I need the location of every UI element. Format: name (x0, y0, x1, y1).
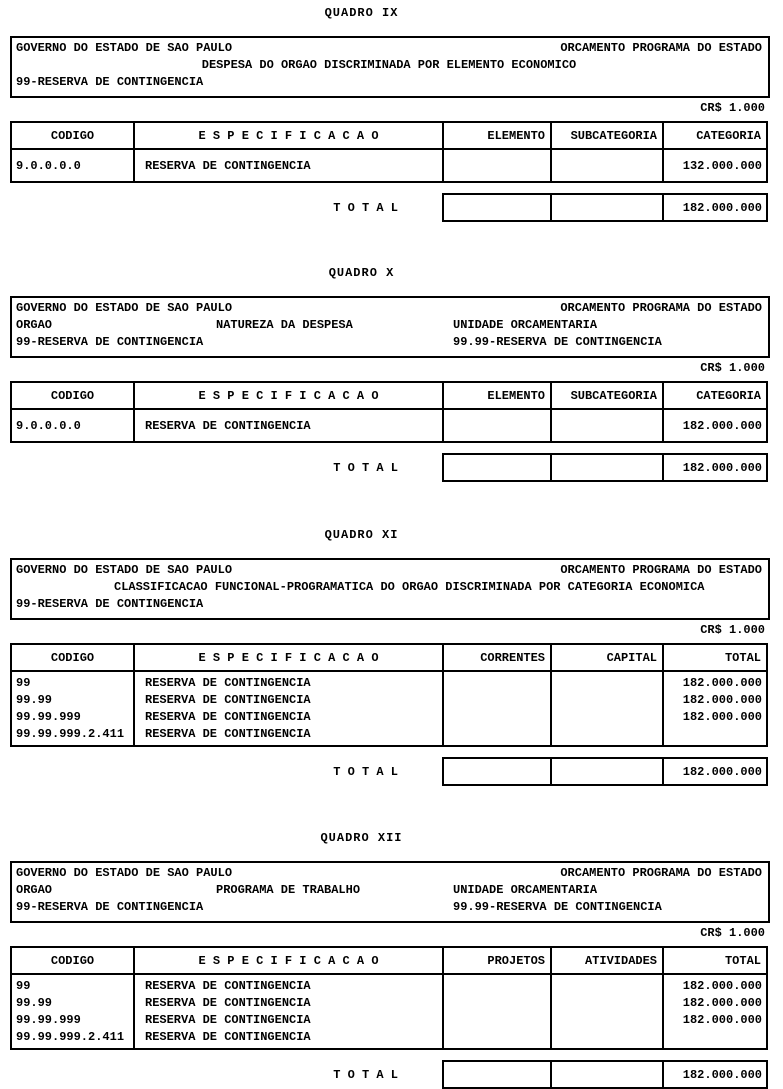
cell-elemento (442, 150, 550, 181)
report-name: ORCAMENTO PROGRAMA DO ESTADO (560, 866, 762, 880)
report-name: ORCAMENTO PROGRAMA DO ESTADO (560, 563, 762, 577)
cell-especificacao (133, 975, 442, 1048)
cell-subcategoria (550, 410, 662, 441)
orgao-label: ORGAO (16, 318, 53, 332)
report-subtitle: CLASSIFICACAO FUNCIONAL-PROGRAMATICA DO ORGAO DISCRIMINADA POR CATEGORIA ECONOMICA (114, 580, 705, 594)
quadro-title: QUADRO XII (320, 831, 403, 845)
quadro-title: QUADRO IX (324, 6, 399, 20)
quadro-xi-section (0, 528, 783, 786)
total-subcategoria (550, 455, 662, 480)
total-line: 182.000.000 (682, 979, 762, 993)
total-line (664, 1029, 766, 1046)
total-correntes (444, 759, 550, 784)
unit-code-label: 99.99-RESERVA DE CONTINGENCIA (453, 335, 662, 349)
table-row (12, 410, 766, 441)
government-name: GOVERNO DO ESTADO DE SAO PAULO (16, 301, 233, 315)
cell-total (662, 975, 766, 1048)
natureza-despesa-label: NATUREZA DA DESPESA (216, 318, 353, 332)
codigo-line: 99.99.999.2.411 (16, 727, 125, 741)
total-elemento (444, 195, 550, 220)
column-header-codigo: CODIGO (50, 128, 95, 143)
total-atividades (550, 1062, 662, 1087)
total-label: T O T A L (333, 1067, 398, 1082)
column-header-total: TOTAL (662, 645, 766, 670)
column-header-codigo: CODIGO (50, 388, 95, 403)
cell-categoria: 182.000.000 (662, 410, 766, 441)
total-box (442, 453, 768, 482)
total-row (10, 1060, 768, 1089)
organ-code-label: 99-RESERVA DE CONTINGENCIA (16, 900, 204, 914)
cell-especificacao: RESERVA DE CONTINGENCIA (133, 150, 442, 181)
cell-projetos (442, 975, 550, 1048)
column-header-codigo: CODIGO (50, 953, 95, 968)
budget-table (10, 381, 768, 443)
especificacao-line: RESERVA DE CONTINGENCIA (145, 996, 311, 1010)
total-value: 182.000.000 (662, 455, 766, 480)
column-header-especificacao: E S P E C I F I C A C A O (133, 948, 442, 973)
quadro-ix-section (0, 6, 783, 222)
total-capital (550, 759, 662, 784)
unidade-orcamentaria-label: UNIDADE ORCAMENTARIA (453, 318, 598, 332)
total-row (10, 453, 768, 482)
unidade-orcamentaria-label: UNIDADE ORCAMENTARIA (453, 883, 598, 897)
cell-codigo: 9.0.0.0.0 (16, 158, 81, 173)
cell-elemento (442, 410, 550, 441)
codigo-line: 99.99.999 (16, 1013, 81, 1027)
table-header-row (12, 948, 766, 975)
total-label: T O T A L (333, 764, 398, 779)
orgao-label: ORGAO (16, 883, 53, 897)
column-header-correntes: CORRENTES (442, 645, 550, 670)
report-header-box (10, 36, 770, 98)
codigo-line: 99 (16, 979, 31, 993)
column-header-categoria: CATEGORIA (662, 383, 766, 408)
cell-subcategoria (550, 150, 662, 181)
report-name: ORCAMENTO PROGRAMA DO ESTADO (560, 41, 762, 55)
total-label: T O T A L (333, 200, 398, 215)
especificacao-line: RESERVA DE CONTINGENCIA (145, 693, 311, 707)
table-header-row (12, 123, 766, 150)
currency-note: CR$ 1.000 (700, 361, 765, 375)
total-line (664, 726, 766, 743)
especificacao-line: RESERVA DE CONTINGENCIA (145, 676, 311, 690)
organ-code-label: 99-RESERVA DE CONTINGENCIA (16, 335, 204, 349)
cell-capital (550, 672, 662, 745)
especificacao-line: RESERVA DE CONTINGENCIA (145, 710, 311, 724)
especificacao-line: RESERVA DE CONTINGENCIA (145, 1030, 311, 1044)
currency-note: CR$ 1.000 (700, 926, 765, 940)
column-header-subcategoria: SUBCATEGORIA (550, 383, 662, 408)
cell-especificacao (133, 672, 442, 745)
column-header-categoria: CATEGORIA (662, 123, 766, 148)
table-row (12, 150, 766, 181)
table-row-block (12, 975, 766, 1048)
cell-correntes (442, 672, 550, 745)
quadro-xii-section (0, 831, 783, 1089)
unit-code-label: 99.99-RESERVA DE CONTINGENCIA (453, 900, 662, 914)
cell-total (662, 672, 766, 745)
column-header-subcategoria: SUBCATEGORIA (550, 123, 662, 148)
total-line: 182.000.000 (682, 710, 762, 724)
cell-codigo: 9.0.0.0.0 (16, 418, 81, 433)
total-row (10, 193, 768, 222)
government-name: GOVERNO DO ESTADO DE SAO PAULO (16, 563, 233, 577)
column-header-elemento: ELEMENTO (442, 383, 550, 408)
codigo-line: 99.99 (16, 693, 53, 707)
column-header-especificacao: E S P E C I F I C A C A O (133, 645, 442, 670)
total-elemento (444, 455, 550, 480)
codigo-line: 99 (16, 676, 31, 690)
especificacao-line: RESERVA DE CONTINGENCIA (145, 727, 311, 741)
report-name: ORCAMENTO PROGRAMA DO ESTADO (560, 301, 762, 315)
currency-note: CR$ 1.000 (700, 623, 765, 637)
total-box (442, 193, 768, 222)
budget-table (10, 946, 768, 1050)
currency-note: CR$ 1.000 (700, 101, 765, 115)
column-header-especificacao: E S P E C I F I C A C A O (133, 123, 442, 148)
total-line: 182.000.000 (682, 693, 762, 707)
total-value: 182.000.000 (662, 195, 766, 220)
codigo-line: 99.99.999 (16, 710, 81, 724)
quadro-title: QUADRO X (328, 266, 395, 280)
report-header-box (10, 558, 770, 620)
especificacao-line: RESERVA DE CONTINGENCIA (145, 979, 311, 993)
total-line: 182.000.000 (682, 996, 762, 1010)
organ-code-label: 99-RESERVA DE CONTINGENCIA (16, 75, 204, 89)
column-header-capital: CAPITAL (550, 645, 662, 670)
government-name: GOVERNO DO ESTADO DE SAO PAULO (16, 41, 233, 55)
column-header-projetos: PROJETOS (442, 948, 550, 973)
especificacao-line: RESERVA DE CONTINGENCIA (145, 1013, 311, 1027)
table-header-row (12, 383, 766, 410)
quadro-title: QUADRO XI (324, 528, 399, 542)
quadro-x-section (0, 266, 783, 482)
total-projetos (444, 1062, 550, 1087)
budget-table (10, 643, 768, 747)
column-header-codigo: CODIGO (50, 650, 95, 665)
codigo-line: 99.99.999.2.411 (16, 1030, 125, 1044)
total-value: 182.000.000 (662, 759, 766, 784)
total-label: T O T A L (333, 460, 398, 475)
codigo-line: 99.99 (16, 996, 53, 1010)
total-box (442, 757, 768, 786)
table-row-block (12, 672, 766, 745)
column-header-atividades: ATIVIDADES (550, 948, 662, 973)
report-subtitle: DESPESA DO ORGAO DISCRIMINADA POR ELEMENTO ECONOMICO (201, 58, 577, 72)
total-line: 182.000.000 (682, 1013, 762, 1027)
total-subcategoria (550, 195, 662, 220)
report-header-box (10, 296, 770, 358)
total-row (10, 757, 768, 786)
report-header-box (10, 861, 770, 923)
total-line: 182.000.000 (682, 676, 762, 690)
column-header-total: TOTAL (662, 948, 766, 973)
cell-codigo (12, 975, 133, 1048)
cell-atividades (550, 975, 662, 1048)
organ-code-label: 99-RESERVA DE CONTINGENCIA (16, 597, 204, 611)
column-header-elemento: ELEMENTO (442, 123, 550, 148)
table-header-row (12, 645, 766, 672)
column-header-especificacao: E S P E C I F I C A C A O (133, 383, 442, 408)
total-value: 182.000.000 (662, 1062, 766, 1087)
total-box (442, 1060, 768, 1089)
government-name: GOVERNO DO ESTADO DE SAO PAULO (16, 866, 233, 880)
cell-especificacao: RESERVA DE CONTINGENCIA (133, 410, 442, 441)
cell-categoria: 132.000.000 (662, 150, 766, 181)
programa-trabalho-label: PROGRAMA DE TRABALHO (216, 883, 361, 897)
cell-codigo (12, 672, 133, 745)
budget-table (10, 121, 768, 183)
